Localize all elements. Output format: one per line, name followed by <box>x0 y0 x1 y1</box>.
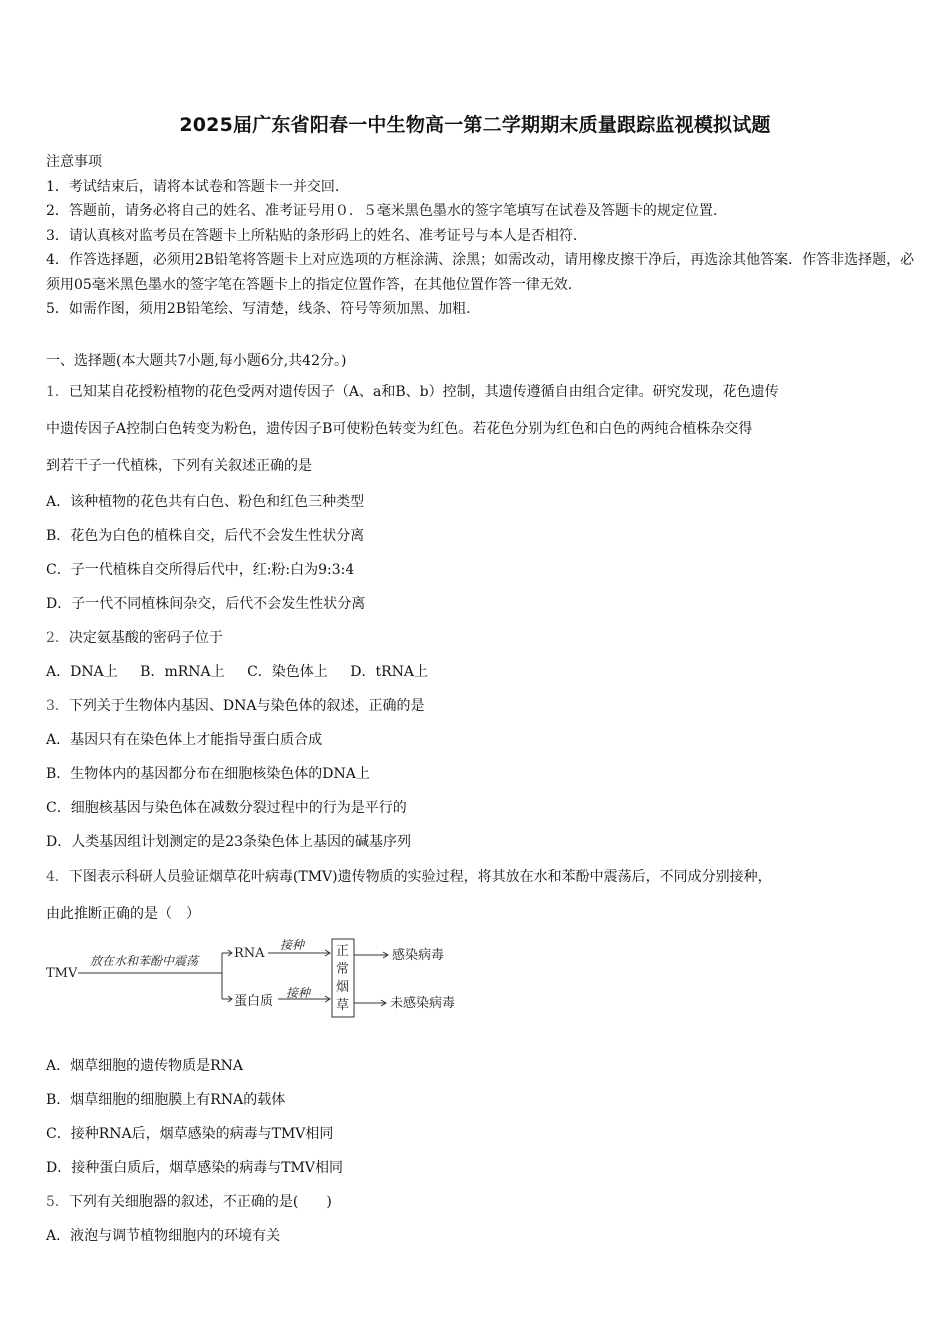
stem-text: 下图表示科研人员验证烟草花叶病毒(TMV)遗传物质的实验过程，将其放在水和苯酚中震荡后，不同成分别接种， <box>68 869 772 885</box>
box-char: 常 <box>336 962 350 977</box>
diagram-svg <box>46 933 486 1043</box>
option-a: A．液泡与调节植物细胞内的环境有关 <box>46 1228 281 1244</box>
question-stem-line: 到若干子一代植株，下列有关叙述正确的是 <box>46 458 312 474</box>
questions-area <box>46 348 916 1253</box>
notes-item: 4．作答选择题，必须用2B铅笔将答题卡上对应选项的方框涂满、涂黑；如需改动，请用橡皮擦干净后，再选涂其他答案．作答非选择题，必须用05毫米黑色墨水的签字笔在答题卡上的指定位置作答，在其他位置作答一律无效. <box>46 252 915 293</box>
option-a: A．DNA上 <box>46 664 118 680</box>
page-title: 2025届广东省阳春一中生物高一第二学期期末质量跟踪监视模拟试题 <box>179 114 771 136</box>
question-5 <box>46 1185 916 1253</box>
option-c: C．染色体上 <box>247 664 328 680</box>
tmv-label: TMV <box>46 966 78 981</box>
box-char: 烟 <box>336 980 350 995</box>
result-not-infected: 未感染病毒 <box>390 996 456 1011</box>
notes-item: 1．考试结束后，请将本试卷和答题卡一并交回. <box>46 178 340 195</box>
protein-label: 蛋白质 <box>234 994 274 1009</box>
question-stem-line <box>46 859 916 896</box>
options-inline <box>46 655 916 689</box>
option-a: A．基因只有在染色体上才能指导蛋白质合成 <box>46 732 323 748</box>
notes-heading: 注意事项 <box>46 154 102 170</box>
question-number: 2． <box>46 630 69 646</box>
option-b: B．生物体内的基因都分布在细胞核染色体的DNA上 <box>46 766 370 782</box>
question-3 <box>46 689 916 859</box>
notes-item: 3．请认真核对监考员在答题卡上所粘贴的条形码上的姓名、准考证号与本人是否相符. <box>46 227 578 244</box>
question-number: 1． <box>46 384 69 400</box>
box-char: 草 <box>336 998 350 1013</box>
tmv-experiment-diagram <box>46 933 916 1049</box>
stem-text: 下列有关细胞器的叙述，不正确的是( ) <box>68 1194 332 1210</box>
option-d: D．人类基因组计划测定的是23条染色体上基因的碱基序列 <box>46 834 412 850</box>
rna-label: RNA <box>234 946 265 961</box>
option-d: D．接种蛋白质后，烟草感染的病毒与TMV相同 <box>46 1160 344 1176</box>
option-b: B．花色为白色的植株自交，后代不会发生性状分离 <box>46 528 365 544</box>
question-stem-line <box>46 374 916 411</box>
section-heading: 一、选择题(本大题共7小题,每小题6分,共42分。) <box>46 353 347 369</box>
stem-text: 决定氨基酸的密码子位于 <box>68 630 223 646</box>
option-b: B．烟草细胞的细胞膜上有RNA的载体 <box>46 1092 286 1108</box>
inoculate-label-2: 接种 <box>286 986 311 1000</box>
inoculate-label-1: 接种 <box>280 938 305 952</box>
result-infected: 感染病毒 <box>392 948 445 963</box>
notes-block <box>46 150 916 322</box>
question-1 <box>46 374 916 621</box>
notes-item: 2．答题前，请务必将自己的姓名、准考证号用０．５毫米黑色墨水的签字笔填写在试卷及答题卡的规定位置. <box>46 203 718 219</box>
stem-text: 已知某自花授粉植物的花色受两对遗传因子（A、a和B、b）控制，其遗传遵循自由组合定律。研究发现，花色遗传 <box>68 384 779 400</box>
option-c: C．接种RNA后，烟草感染的病毒与TMV相同 <box>46 1126 334 1142</box>
option-b: B．mRNA上 <box>140 664 225 680</box>
notes-item: 5．如需作图，须用2B铅笔绘、写清楚，线条、符号等须加黑、加粗. <box>46 301 471 317</box>
process-label: 放在水和苯酚中震荡 <box>90 954 199 968</box>
question-stem-line: 中遗传因子A控制白色转变为粉色，遗传因子B可使粉色转变为红色。若花色分别为红色和白色的两纯合植株杂交得 <box>46 421 753 437</box>
question-stem-line: 由此推断正确的是（ ） <box>46 906 200 922</box>
option-a: A．烟草细胞的遗传物质是RNA <box>46 1058 244 1074</box>
option-d: D．tRNA上 <box>350 664 429 680</box>
question-2 <box>46 621 916 689</box>
stem-text: 下列关于生物体内基因、DNA与染色体的叙述，正确的是 <box>68 698 425 714</box>
option-c: C．细胞核基因与染色体在减数分裂过程中的行为是平行的 <box>46 800 407 816</box>
option-c: C．子一代植株自交所得后代中，红:粉:白为9:3:4 <box>46 562 355 578</box>
question-number: 3． <box>46 698 69 714</box>
option-a: A．该种植物的花色共有白色、粉色和红色三种类型 <box>46 494 365 510</box>
box-char: 正 <box>336 944 350 959</box>
question-4 <box>46 859 916 1185</box>
question-stem-line <box>46 1185 916 1219</box>
option-d: D．子一代不同植株间杂交，后代不会发生性状分离 <box>46 596 366 612</box>
question-number: 4． <box>46 869 69 885</box>
question-stem-line <box>46 689 916 723</box>
question-number: 5． <box>46 1194 69 1210</box>
question-stem-line <box>46 621 916 655</box>
